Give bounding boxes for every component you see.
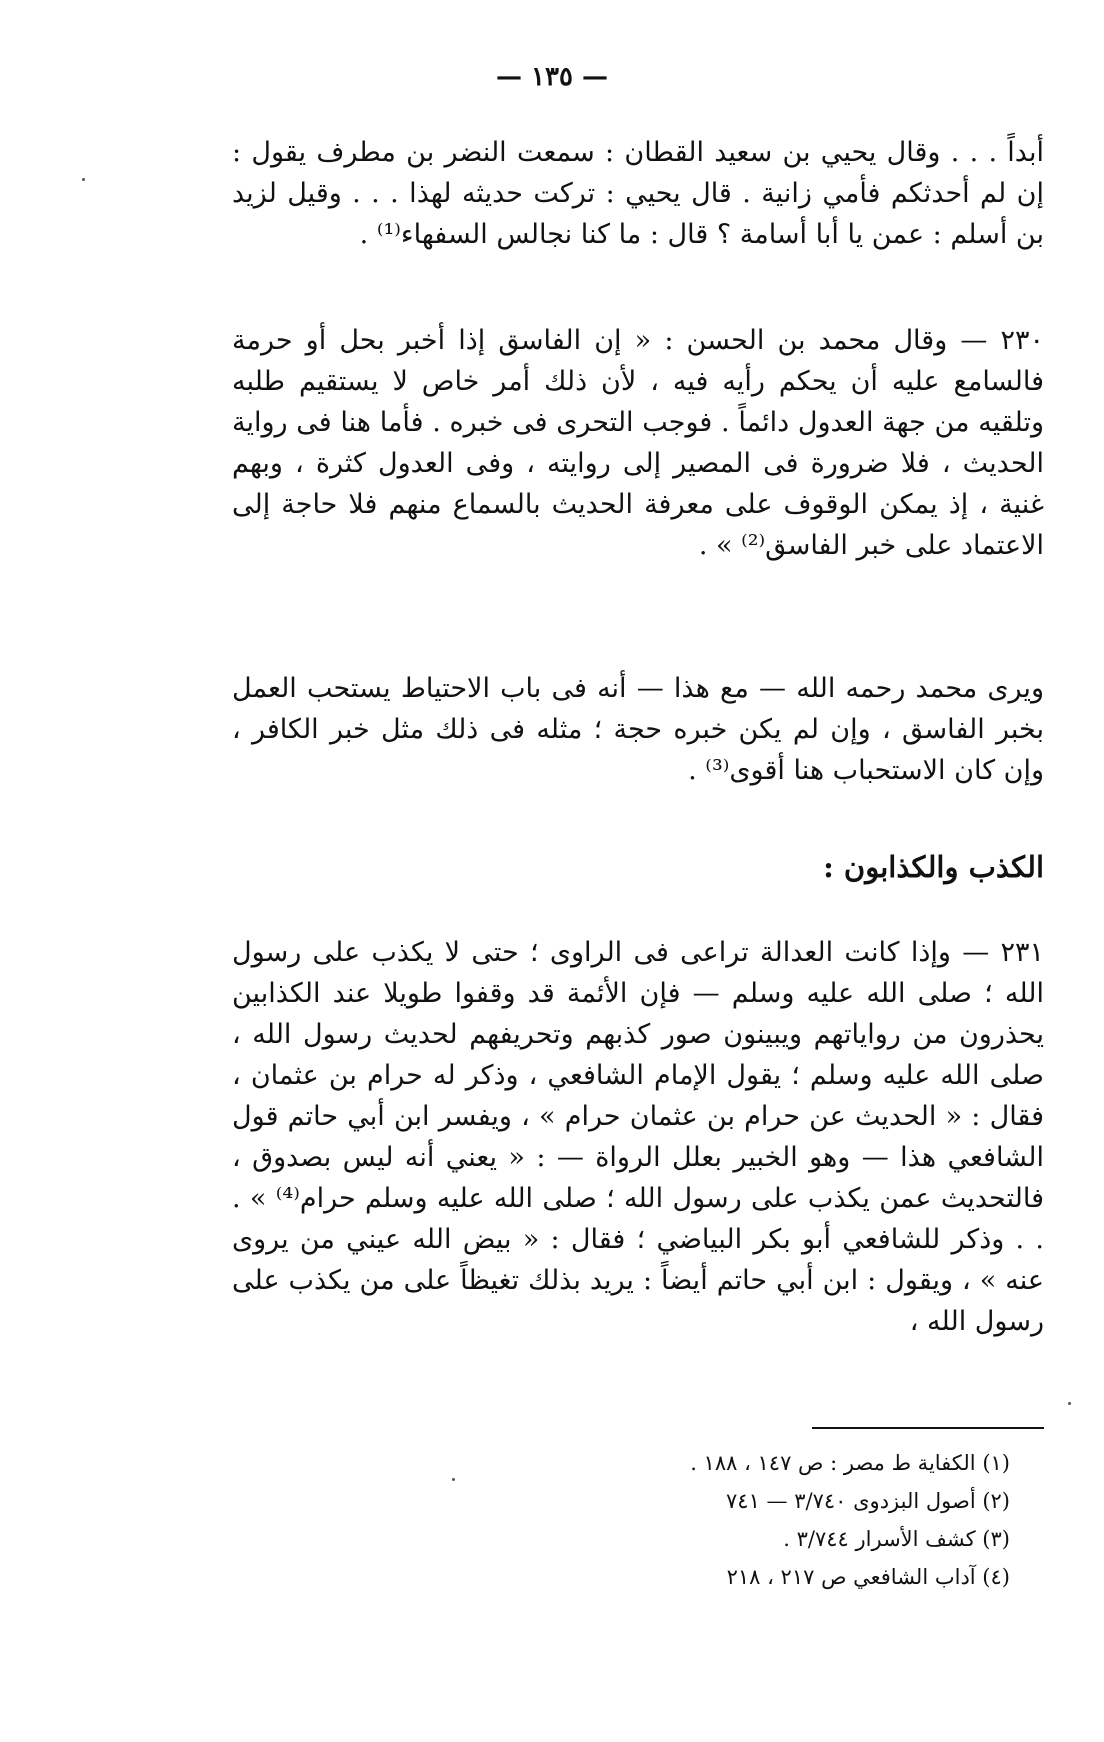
paragraph-1: أبداً . . . وقال يحيي بن سعيد القطان : سمعت النضر بن مطرف يقول : إن لم أحدثكم فأمي زانية . قال يحيي : تركت حديثه لهذا . . . وقيل لزيد بن أسلم : عمن يا أبا أسامة ؟ قال : ما كنا نجالس السفهاء⁽¹⁾ . bbox=[232, 137, 1044, 250]
footnotes bbox=[232, 1444, 1044, 1596]
scan-speck bbox=[82, 178, 85, 181]
footnote-4: (٤) آداب الشافعي ص ٢١٧ ، ٢١٨ bbox=[726, 1565, 1010, 1589]
footnote-3: (٣) كشف الأسرار ٣/٧٤٤ . bbox=[783, 1527, 1010, 1551]
paragraph-231: ٢٣١ — وإذا كانت العدالة تراعى فى الراوى ؛ حتى لا يكذب على رسول الله ؛ صلى الله عليه وسلم — فإن الأئمة قد وقفوا طويلا عند الكذابين يحذرون من رواياتهم ويبينون صور كذبهم وتحريفهم لحديث رسول الله ، صلى الله عليه وسلم ؛ يقول الإمام الشافعي ، وذكر له حرام بن عثمان ، فقال : « الحديث عن حرام بن عثمان حرام » ، ويفسر ابن أبي حاتم قول الشافعي هذا — وهو الخبير بعلل الرواة — : « يعني أنه ليس بصدوق ، فالتحديث عمن يكذب على رسول الله ؛ صلى الله عليه وسلم حرام⁽⁴⁾ » . . . وذكر للشافعي أبو بكر البياضي ؛ فقال : « بيض الله عيني من يروى عنه » ، ويقول : ابن أبي حاتم أيضاً : يريد بذلك تغيظاً على من يكذب على رسول الله ، bbox=[232, 937, 1044, 1337]
scan-speck bbox=[452, 1478, 455, 1481]
paragraph-3: ويرى محمد رحمه الله — مع هذا — أنه فى باب الاحتياط يستحب العمل بخبر الفاسق ، وإن لم يكن خبره حجة ؛ مثله فى ذلك مثل خبر الكافر ، وإن كان الاستحباب هنا أقوى⁽³⁾ . bbox=[232, 673, 1044, 786]
page-number: — ١٣٥ — bbox=[495, 62, 609, 92]
footnote-1: (١) الكفاية ط مصر : ص ١٤٧ ، ١٨٨ . bbox=[690, 1451, 1010, 1475]
footnote-divider bbox=[812, 1427, 1044, 1429]
paragraph-230: ٢٣٠ — وقال محمد بن الحسن : « إن الفاسق إذا أخبر بحل أو حرمة فالسامع عليه أن يحكم رأيه فيه ، لأن ذلك أمر خاص لا يستقيم طلبه وتلقيه من جهة العدول دائماً . فوجب التحرى فى خبره . فأما هنا فى رواية الحديث ، فلا ضرورة فى المصير إلى روايته ، وفى العدول كثرة ، وبهم غنية ، إذ يمكن الوقوف على معرفة الحديث بالسماع منهم فلا حاجة إلى الاعتماد على خبر الفاسق⁽²⁾ » . bbox=[232, 325, 1044, 561]
section-heading: الكذب والكذابون : bbox=[823, 850, 1044, 884]
scan-speck bbox=[1068, 1402, 1071, 1405]
footnote-2: (٢) أصول البزدوى ٣/٧٤٠ — ٧٤١ bbox=[726, 1489, 1010, 1513]
